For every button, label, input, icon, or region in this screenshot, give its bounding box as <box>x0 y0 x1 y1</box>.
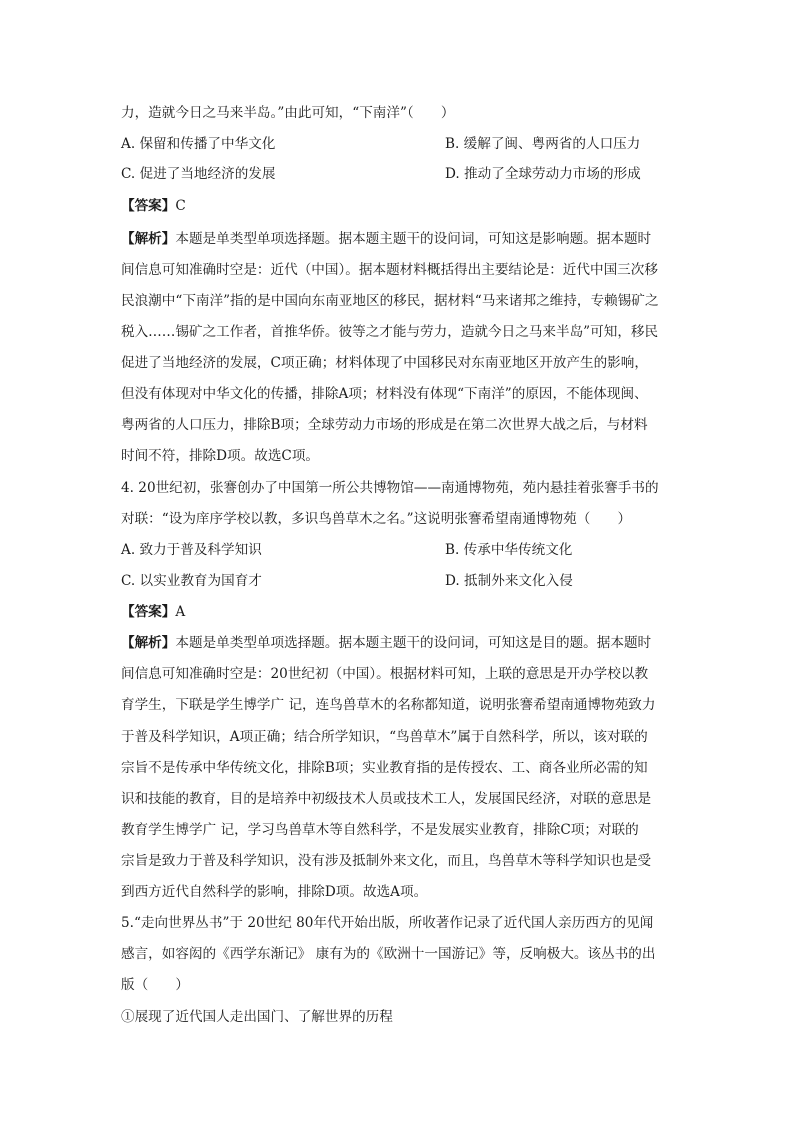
analysis-text: 本题是单类型单项选择题。据本题主题干的设问词，可知这是影响题。据本题时 <box>175 231 652 247</box>
answer-label: 【答案】 <box>121 198 176 214</box>
q4-analysis-line: 识和技能的教育，目的是培养中初级技术人员或技术工人，发展国民经济，对联的意思是 <box>121 791 652 807</box>
q4-stem-line: 对联：“设为庠序学校以教，多识鸟兽草木之名。”这说明张謇希望南通博物苑（ ） <box>121 511 632 527</box>
q4-answer <box>121 602 674 622</box>
q4-analysis-line: 宗旨是致力于普及科学知识，没有涉及抵制外来文化，而且，鸟兽草木等科学知识也是受 <box>121 853 652 869</box>
q4-option-b: B. 传承中华传统文化 <box>445 542 573 558</box>
q3-analysis-line: 时间不符，排除D项。故选C项。 <box>121 448 320 464</box>
q3-option-b: B. 缓解了闽、粤两省的人口压力 <box>445 136 641 152</box>
answer-label: 【答案】 <box>121 604 176 620</box>
q4-analysis-line: 教育学生博学广 记，学习鸟兽草木等自然科学，不是发展实业教育，排除C项；对联的 <box>121 822 639 838</box>
q3-analysis-line: 粤两省的人口压力，排除B项；全球劳动力市场的形成是在第二次世界大战之后，与材料 <box>121 417 648 433</box>
q3-analysis-line: 促进了当地经济的发展，C项正确；材料体现了中国移民对东南亚地区开放产生的影响， <box>121 355 648 371</box>
q4-option-c: C. 以实业教育为国育才 <box>121 573 262 589</box>
answer-value: A <box>175 604 186 620</box>
q3-analysis-line: 民浪潮中“下南洋”指的是中国向东南亚地区的移民，据材料“马来诸邦之维持，专赖锡矿之 <box>121 293 659 309</box>
q3-option-a: A. 保留和传播了中华文化 <box>121 136 276 152</box>
q5-stem-line: 版（ ） <box>121 977 189 993</box>
q4-stem-line: 4. 20世纪初，张謇创办了中国第一所公共博物馆——南通博物苑，苑内悬挂着张謇手书的 <box>121 480 659 496</box>
answer-value: C <box>175 198 186 214</box>
q5-item-1: ①展现了近代国人走出国门、了解世界的历程 <box>121 1009 393 1025</box>
q3-analysis-line: 间信息可知准确时空是：近代（中国）。据本题材料概括得出主要结论是：近代中国三次移 <box>121 262 658 278</box>
q4-analysis-line: 宗旨不是传承中华传统文化，排除B项；实业教育指的是传授农、工、商各业所必需的知 <box>121 760 648 776</box>
q5-stem-line: 5.“走向世界丛书”于 20世纪 80年代开始出版，所收著作记录了近代国人亲历西方的见闻 <box>121 915 654 931</box>
analysis-label: 【解析】 <box>121 635 176 651</box>
q4-option-d: D. 抵制外来文化入侵 <box>445 573 573 589</box>
q4-analysis-line: 于普及科学知识，A项正确；结合所学知识，“鸟兽草木”属于自然科学，所以，该对联的 <box>121 729 648 745</box>
q3-option-d: D. 推动了全球劳动力市场的形成 <box>445 166 641 182</box>
q3-analysis-line: 但没有体现对中华文化的传播，排除A项；材料没有体现“下南洋”的原因，不能体现闽、 <box>121 386 648 402</box>
q3-stem-tail: 力，造就今日之马来半岛。”由此可知，“下南洋”（ ） <box>121 105 455 121</box>
q3-analysis-line: 税入……锡矿之工作者，首推华侨。彼等之才能与劳力，造就今日之马来半岛”可知，移民 <box>121 324 659 340</box>
q3-option-c: C. 促进了当地经济的发展 <box>121 166 276 182</box>
q3-analysis-line <box>121 229 674 249</box>
q4-analysis-line: 到西方近代自然科学的影响，排除D项。故选A项。 <box>121 884 428 900</box>
q4-analysis-line <box>121 633 674 653</box>
q4-analysis-line: 间信息可知准确时空是：20世纪初（中国）。根据材料可知，上联的意思是开办学校以教 <box>121 666 649 682</box>
analysis-text: 本题是单类型单项选择题。据本题主题干的设问词，可知这是目的题。据本题时 <box>175 635 652 651</box>
q5-stem-line: 感言，如容闳的《西学东渐记》 康有为的《欧洲十一国游记》等，反响极大。该丛书的出 <box>121 946 656 962</box>
analysis-label: 【解析】 <box>121 231 176 247</box>
q4-option-a: A. 致力于普及科学知识 <box>121 542 262 558</box>
q4-analysis-line: 育学生，下联是学生博学广 记，连鸟兽草木的名称都知道，说明张謇希望南通博物苑致力 <box>121 697 656 713</box>
q3-answer <box>121 196 674 216</box>
